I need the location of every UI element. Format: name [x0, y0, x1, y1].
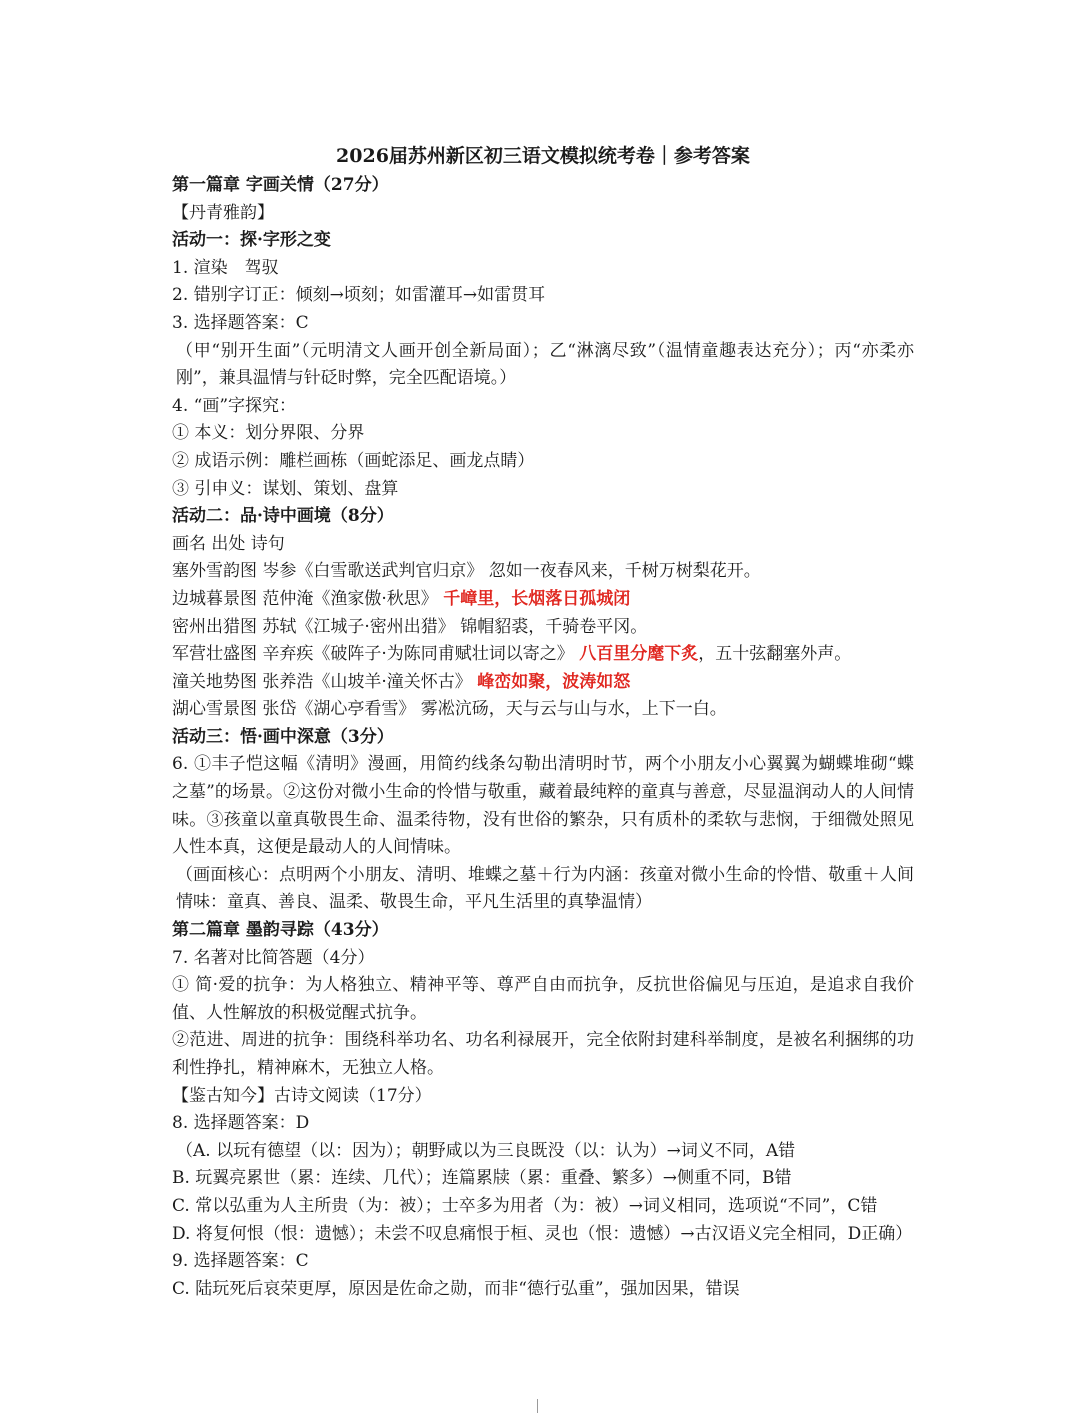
answer-q8-option-c: C. 常以弘重为人主所贵（为：被）；士卒多为用者（为：被）→词义相同，选项说“不同”，C错 [172, 1195, 878, 1216]
poem-row [172, 669, 914, 697]
section-danqing: 【丹青雅韵】 [172, 202, 274, 223]
answer-q4-item-1: ① 本义：划分界限、分界 [172, 423, 365, 444]
answer-q9-option-c: C. 陆玩死后哀荣更厚，原因是佐命之勋，而非“德行弘重”，强加因果，错误 [172, 1278, 740, 1299]
answer-q3: 3. 选择题答案：C [172, 312, 309, 333]
answer-q2: 2. 错别字订正：倾刻→顷刻；如雷灌耳→如雷贯耳 [172, 285, 546, 306]
answer-q4: 4. “画”字探究： [172, 395, 297, 416]
answer-document [172, 142, 914, 1303]
poem-row [172, 641, 914, 669]
answer-q6-note: （画面核心：点明两个小朋友、清明、堆蝶之墓＋行为内涵：孩童对微小生命的怜惜、敬重＋人间情味：童真、善良、温柔、敬畏生命，平凡生活里的真挚温情） [176, 864, 914, 913]
answer-q8: 8. 选择题答案：D [172, 1113, 310, 1134]
answer-q8-option-a: （A. 以玩有德望（以：因为）；朝野咸以为三良既没（以：认为）→词义不同，A错 [176, 1140, 796, 1161]
poem-row-answer: 千嶂里，长烟落日孤城闭 [443, 588, 631, 609]
answer-q8-option-d: D. 将复何恨（恨：遗憾）；未尝不叹息痛恨于桓、灵也（恨：遗憾）→古汉语义完全相同，D正确） [172, 1223, 913, 1244]
answer-q4-item-3: ③ 引申义：谋划、策划、盘算 [172, 478, 399, 499]
chapter-2-heading: 第二篇章 墨韵寻踪（43分） [172, 920, 389, 941]
activity-1-heading: 活动一：探·字形之变 [172, 230, 331, 251]
poem-row-answer: 峰峦如聚，波涛如怒 [477, 671, 631, 692]
poem-row-answer: 八百里分麾下炙 [579, 644, 699, 665]
poem-row-text: 军营壮盛图 辛弃疾《破阵子·为陈同甫赋壮词以寄之》 [172, 644, 580, 665]
page-footer-mark [537, 1399, 538, 1413]
chapter-1-heading: 第一篇章 字画关情（27分） [172, 175, 389, 195]
answer-q7-item-2: ②范进、周进的抗争：围绕科举功名、功名利禄展开，完全依附封建科举制度，是被名利捆绑的功利性挣扎，精神麻木，无独立人格。 [172, 1030, 914, 1078]
poem-row-text: 潼关地势图 张养浩《山坡羊·潼关怀古》 [172, 671, 478, 692]
poem-row [172, 696, 914, 724]
poem-table-header: 画名 出处 诗句 [172, 533, 285, 554]
answer-q6: 6. ①丰子恺这幅《清明》漫画，用简约线条勾勒出清明时节，两个小朋友小心翼翼为蝴蝶堆砌“蝶之墓”的场景。②这份对微小生命的怜惜与敬重，藏着最纯粹的童真与善意，尽显温润动人的人间情味。③孩童以童真敬畏生命、温柔待物，没有世俗的繁杂，只有质朴的柔软与悲悯，于细微处照见人性本真，这便是最动人的人间情味。 [172, 754, 914, 858]
poem-row-text: 密州出猎图 苏轼《江城子·密州出猎》 锦帽貂裘，千骑卷平冈。 [172, 616, 648, 637]
document-title: 2026届苏州新区初三语文模拟统考卷｜参考答案 [336, 145, 750, 167]
activity-3-heading: 活动三：悟·画中深意（3分） [172, 726, 394, 747]
poem-row-text-after: ，五十弦翻塞外声。 [698, 644, 852, 665]
poem-row-text: 湖心雪景图 张岱《湖心亭看雪》 雾凇沆砀，天与云与山与水，上下一白。 [172, 699, 727, 720]
section-jiangu: 【鉴古知今】古诗文阅读（17分） [172, 1085, 432, 1106]
poem-row [172, 558, 914, 586]
poem-row [172, 586, 914, 614]
poem-row-text: 边城暮景图 范仲淹《渔家傲·秋思》 [172, 588, 444, 609]
answer-q7-item-1: ① 简·爱的抗争：为人格独立、精神平等、尊严自由而抗争，反抗世俗偏见与压迫，是追求自我价值、人性解放的积极觉醒式抗争。 [172, 975, 914, 1023]
answer-q7: 7. 名著对比简答题（4分） [172, 947, 375, 968]
answer-q4-item-2: ② 成语示例：雕栏画栋（画蛇添足、画龙点睛） [172, 450, 535, 471]
answer-q8-option-b: B. 玩翼亮累世（累：连续、几代）；连篇累牍（累：重叠、繁多）→侧重不同，B错 [172, 1168, 792, 1189]
activity-2-heading: 活动二：品·诗中画境（8分） [172, 506, 394, 527]
poem-row-text: 塞外雪韵图 岑参《白雪歌送武判官归京》 忽如一夜春风来，千树万树梨花开。 [172, 561, 761, 582]
poem-row [172, 614, 914, 642]
answer-q3-explanation: （甲“别开生面”（元明清文人画开创全新局面）；乙“淋漓尽致”（温情童趣表达充分）；丙“亦柔亦刚”，兼具温情与针砭时弊，完全匹配语境。） [176, 340, 914, 389]
answer-q1: 1. 渲染 驾驭 [172, 257, 279, 278]
answer-q9: 9. 选择题答案：C [172, 1251, 309, 1272]
